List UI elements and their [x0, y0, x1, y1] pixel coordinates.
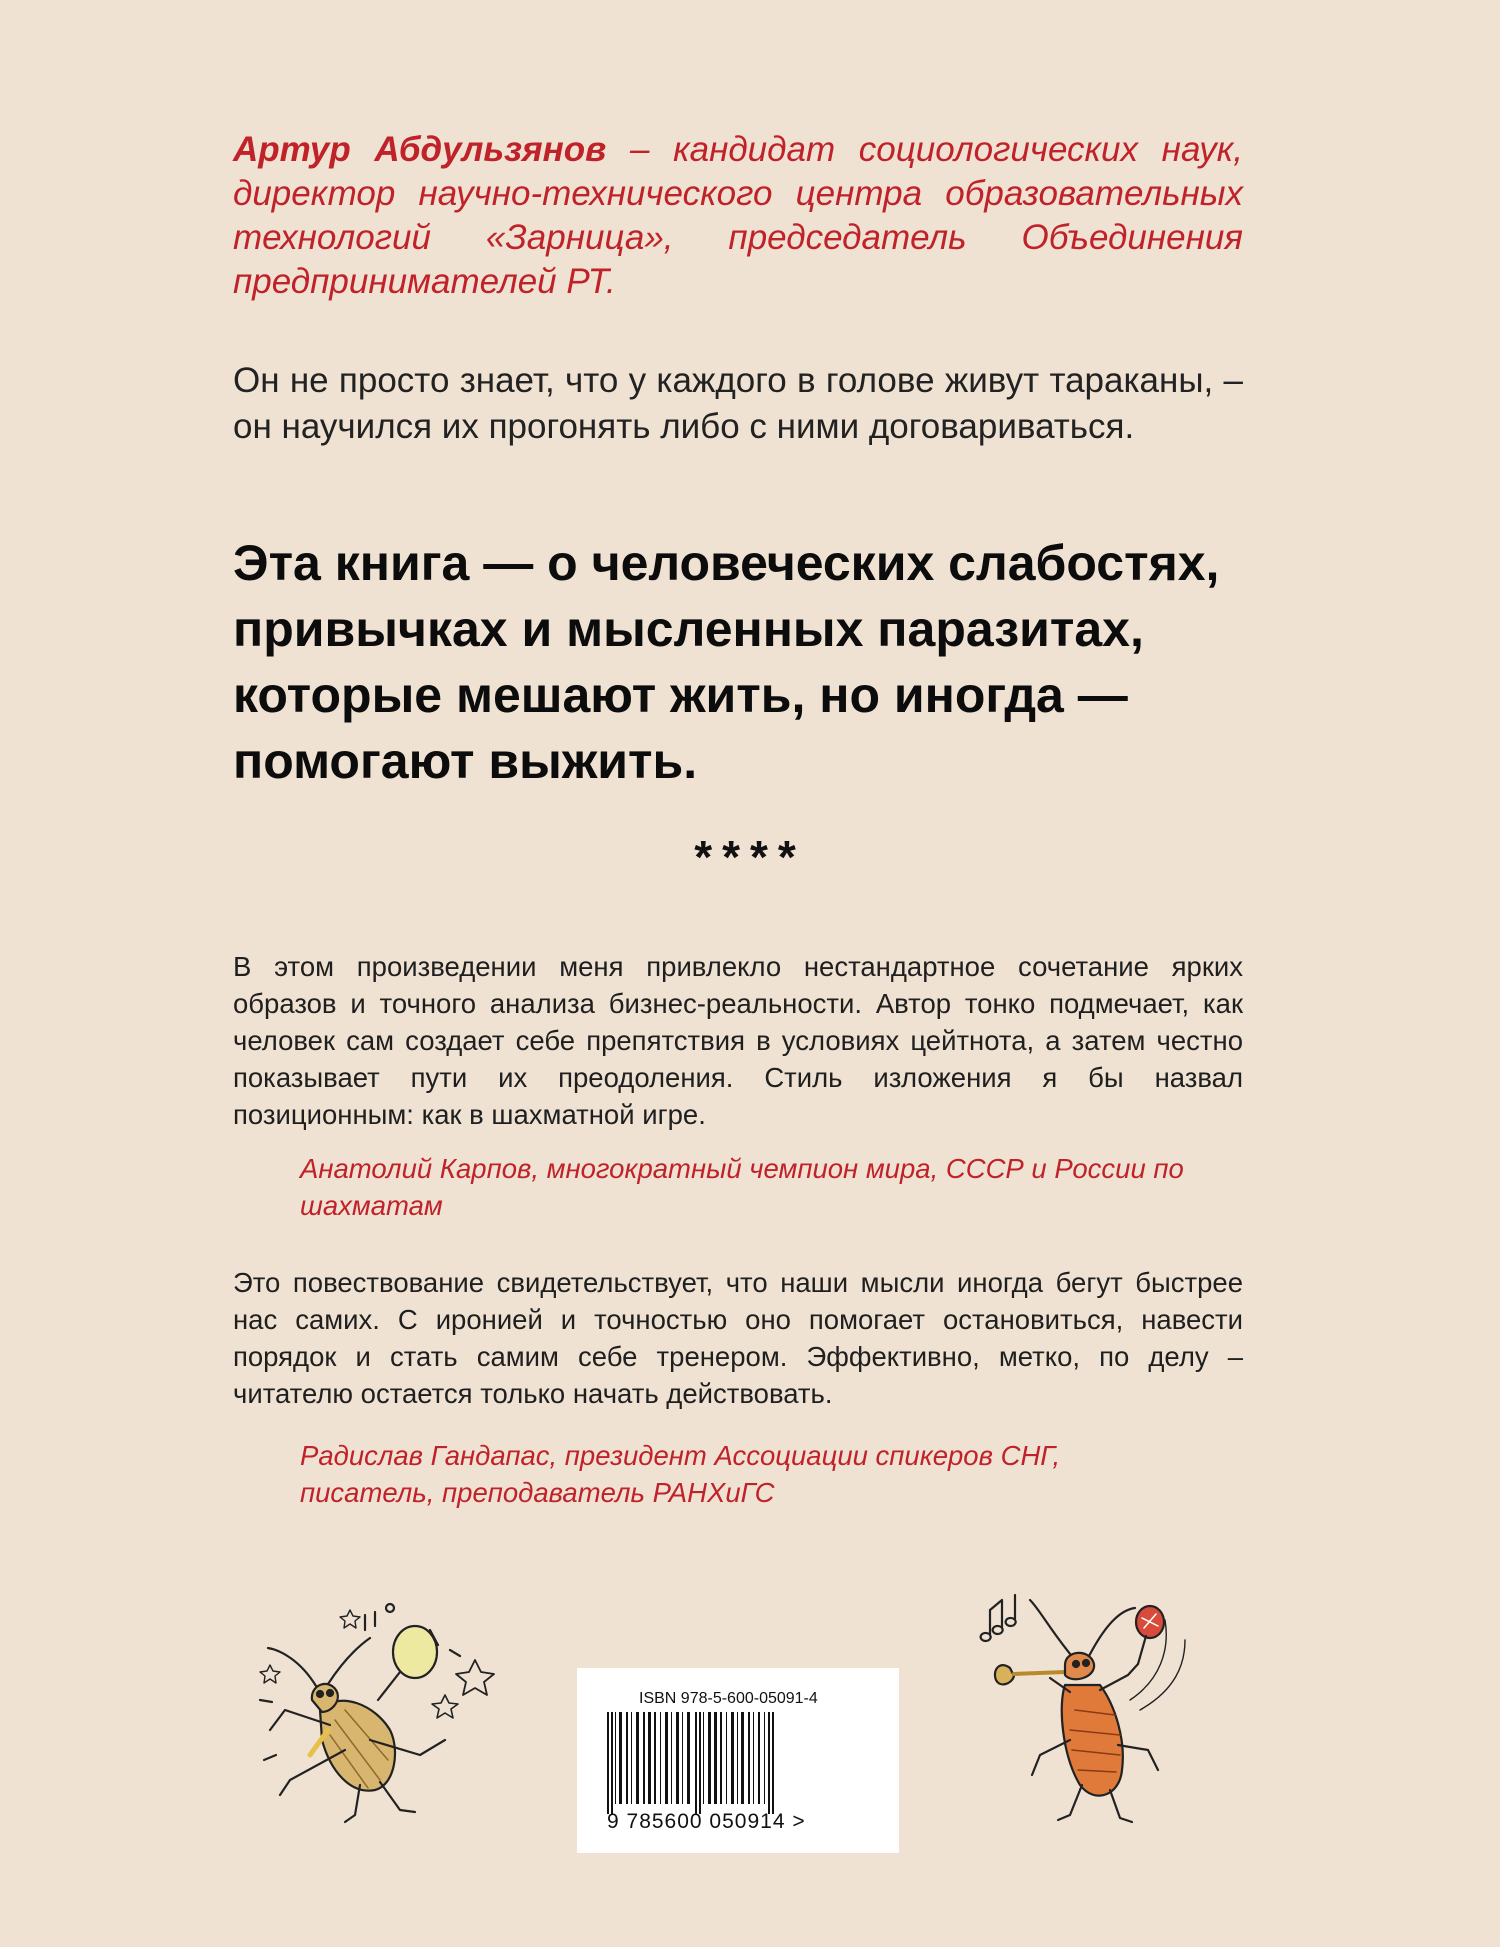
- barcode-bar: [665, 1712, 668, 1804]
- barcode-bar: [636, 1712, 639, 1804]
- barcode-bar: [607, 1712, 609, 1814]
- isbn-barcode: [577, 1668, 899, 1853]
- author-bio: [233, 128, 1243, 304]
- barcode-digits: 9 785600 050914 >: [607, 1810, 806, 1833]
- barcode-bar: [726, 1712, 727, 1804]
- asterisk-separator: ****: [694, 831, 806, 883]
- headline-line: помогают выжить.: [233, 733, 698, 789]
- barcode-bar: [660, 1712, 661, 1804]
- author-name: Артур Абдульзянов: [233, 130, 607, 169]
- headline-line: Эта книга — о человеческих слабостях,: [233, 535, 1220, 591]
- barcode-bar: [753, 1712, 754, 1804]
- barcode-bar: [772, 1712, 774, 1814]
- review-attribution: Анатолий Карпов, многократный чемпион мира, СССР и России по шахматам: [300, 1153, 1184, 1221]
- barcode-bar: [676, 1712, 679, 1804]
- barcode-bar: [768, 1712, 770, 1814]
- barcode-bar: [671, 1712, 672, 1804]
- barcode-bar: [720, 1712, 722, 1804]
- barcode-bar: [611, 1712, 613, 1814]
- headline: [233, 530, 1273, 794]
- barcode-bar: [731, 1712, 734, 1804]
- barcode-bar: [703, 1712, 704, 1804]
- barcode-bar: [687, 1712, 690, 1804]
- barcode-bar: [615, 1712, 616, 1804]
- intro-paragraph: Он не просто знает, что у каждого в голове живут тараканы, – он научился их прогонять либо с ними договариваться.: [233, 361, 1243, 446]
- dancing-cockroach-illustration: [250, 1590, 550, 1830]
- barcode-bar: [682, 1712, 683, 1804]
- barcode-bar: [708, 1712, 711, 1804]
- review-quote: Это повествование свидетельствует, что наши мысли иногда бегут быстрее нас самих. С иронией и точностью оно помогает остановиться, навести порядок и стать самим себе тренером. Эффективно, метко, по делу – читателю остается только начать действовать.: [233, 1267, 1243, 1409]
- author-description: – кандидат социологических наук, директор научно-технического центра образовательных технологий «Зарница», председатель Объединения предпринимателей РТ.: [233, 130, 1243, 301]
- barcode-bar: [695, 1712, 697, 1814]
- barcode-bar: [764, 1712, 765, 1804]
- barcode-bar: [643, 1712, 645, 1804]
- isbn-label: ISBN 978-5-600-05091-4: [639, 1690, 818, 1707]
- review-quote: В этом произведении меня привлекло нестандартное сочетание ярких образов и точного анализа бизнес-реальности. Автор тонко подмечает, как человек сам создает себе препятствия в условиях цейтнота, а затем честно показывает пути их преодоления. Стиль изложения я бы назвал позиционным: как в шахматной игре.: [233, 951, 1243, 1130]
- barcode-bar: [741, 1712, 744, 1804]
- barcode-bar: [758, 1712, 760, 1804]
- musician-cockroach-illustration: [970, 1580, 1210, 1830]
- barcode-bar: [748, 1712, 750, 1804]
- barcode-bar: [631, 1712, 632, 1804]
- barcode-bar: [648, 1712, 651, 1804]
- barcode-bar: [737, 1712, 738, 1804]
- review-attribution: Радислав Гандапас, президент Ассоциации спикеров СНГ, писатель, преподаватель РАНХиГС: [300, 1440, 1061, 1508]
- headline-line: привычках и мысленных паразитах,: [233, 601, 1144, 657]
- barcode-bar: [626, 1712, 628, 1804]
- barcode-bar: [714, 1712, 717, 1804]
- barcode-bar: [619, 1712, 622, 1804]
- barcode-bar: [699, 1712, 701, 1814]
- headline-line: которые мешают жить, но иногда —: [233, 667, 1128, 723]
- barcode-bar: [654, 1712, 656, 1804]
